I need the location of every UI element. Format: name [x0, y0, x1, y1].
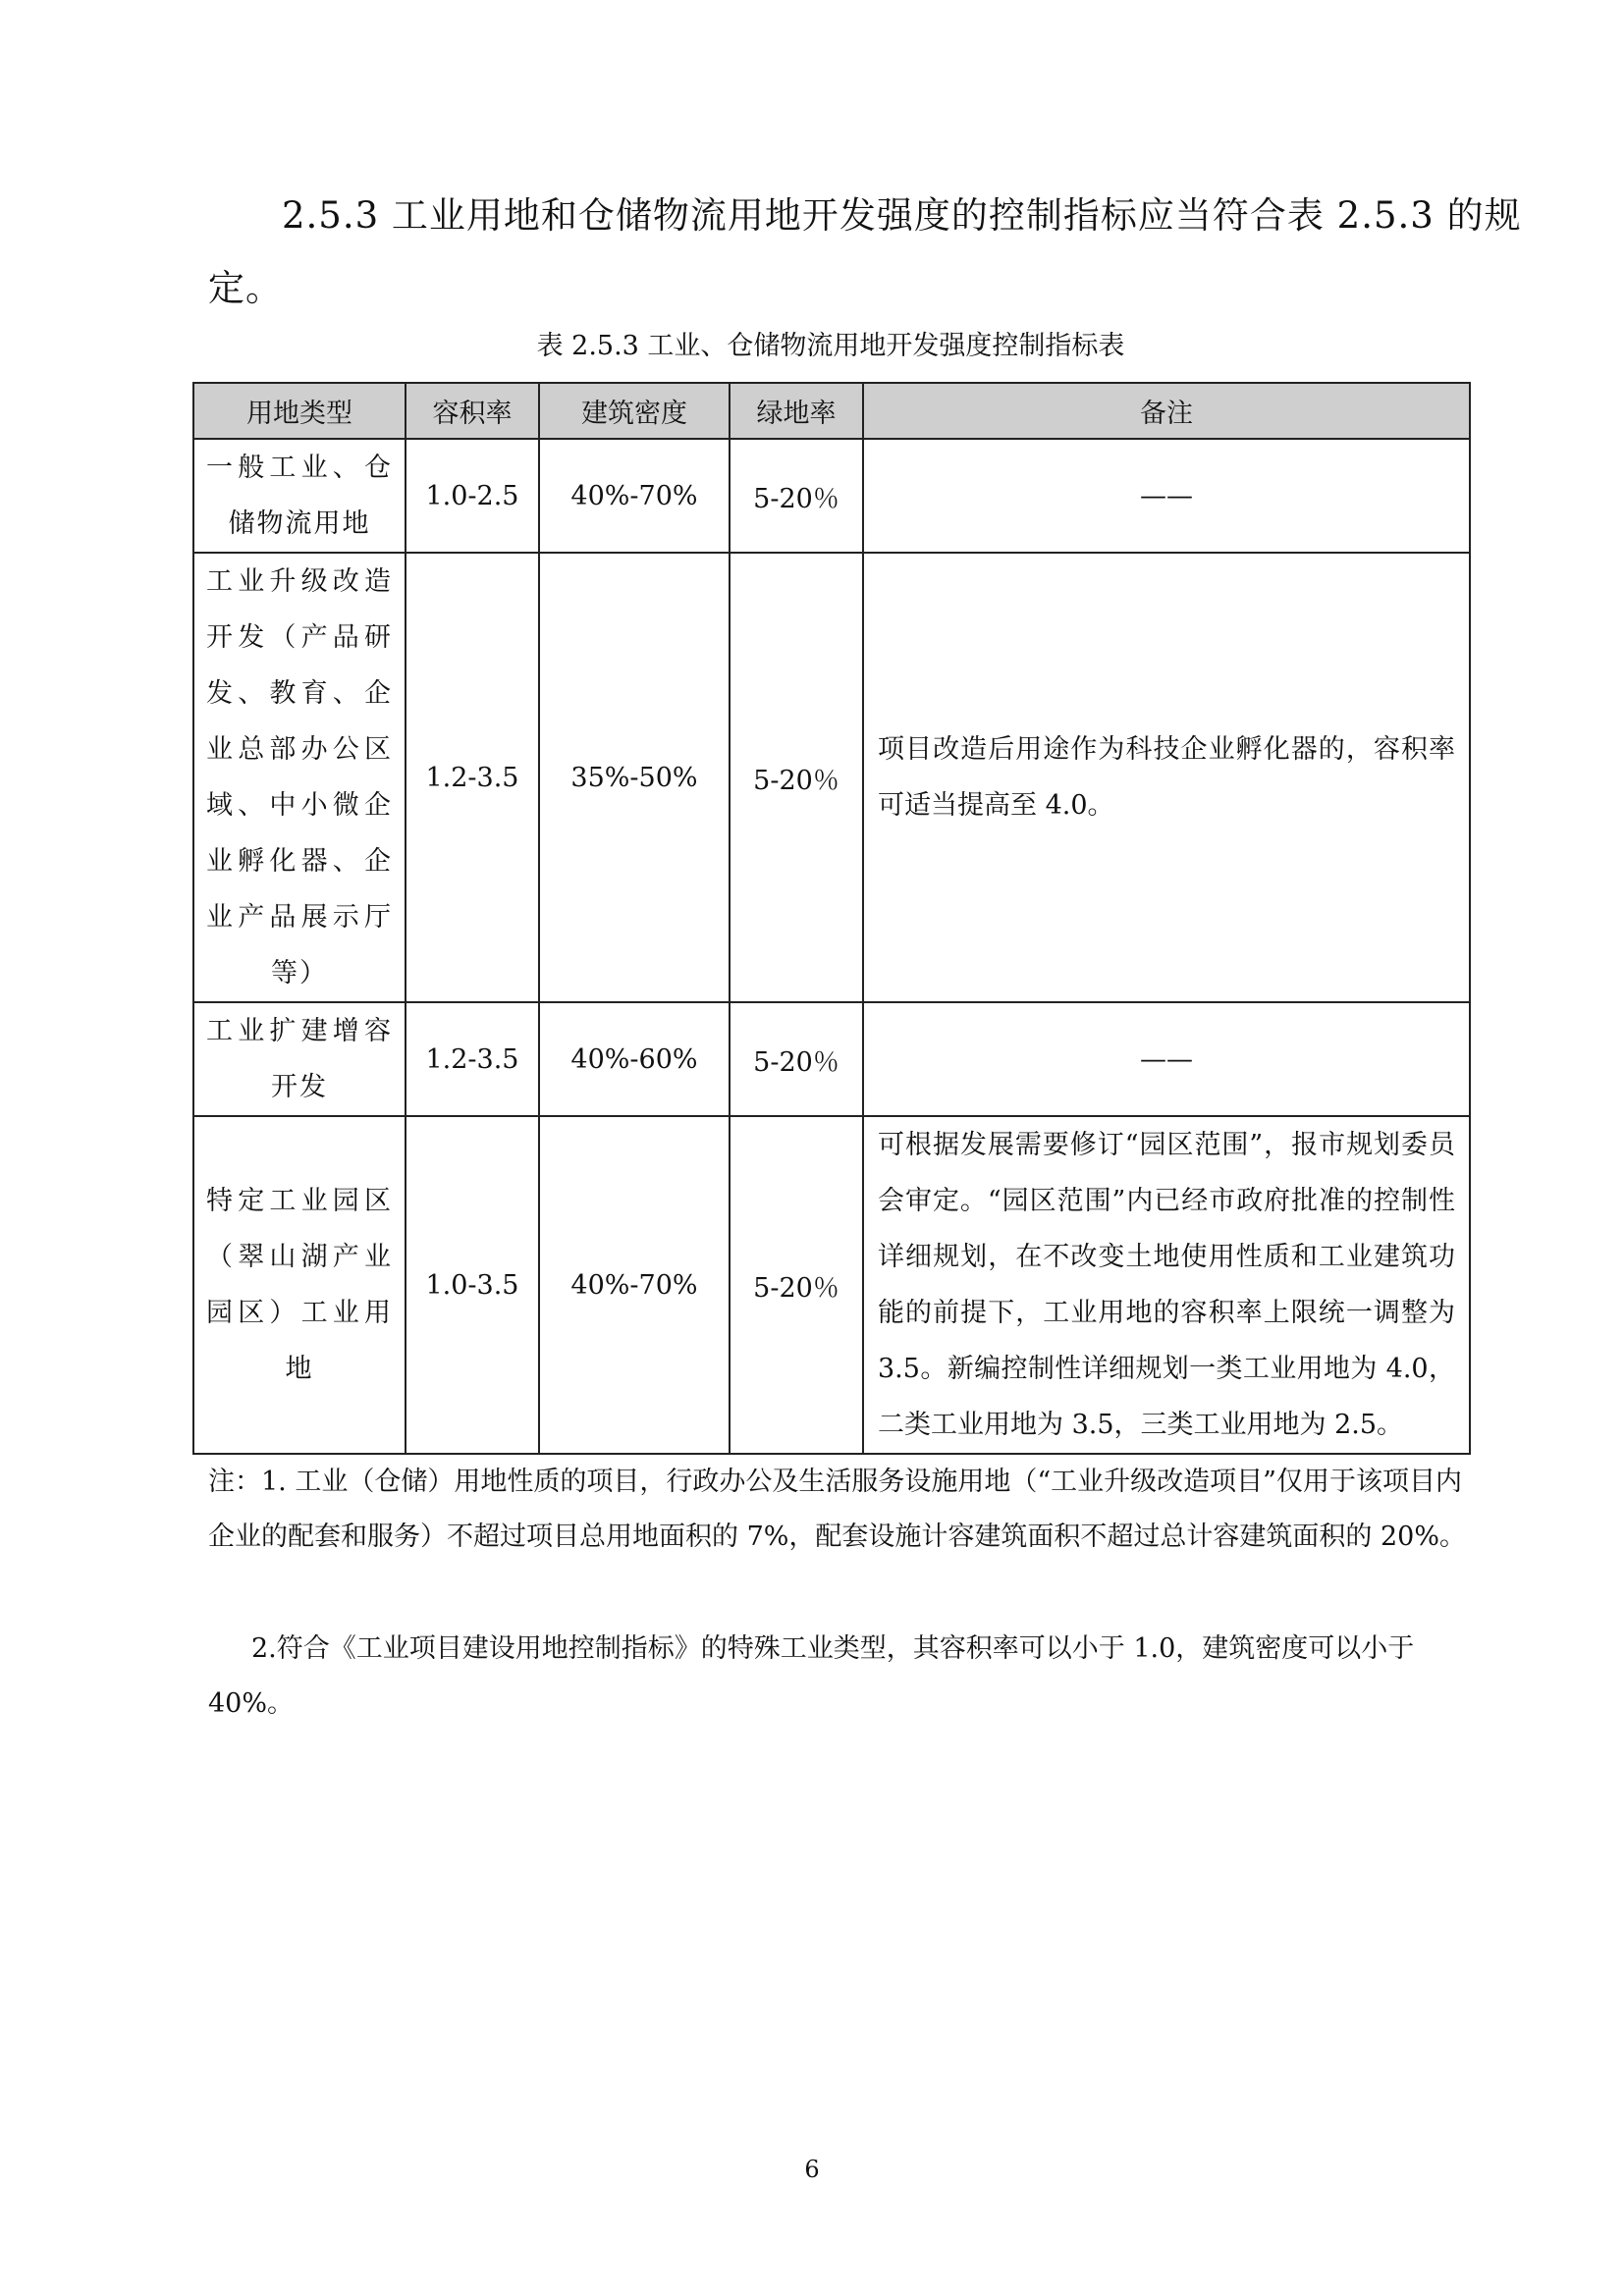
table-note-2: 2.符合《工业项目建设用地控制指标》的特殊工业类型，其容积率可以小于 1.0，建筑密度可以小于 40%。: [208, 1633, 1415, 1719]
cell-green-ratio: 5-20％: [730, 439, 863, 553]
clause-2-5-3: 2.5.3 工业用地和仓储物流用地开发强度的控制指标应当符合表 2.5.3 的规定。: [208, 194, 1522, 309]
cell-green-ratio: 5-20％: [730, 553, 863, 1002]
cell-remarks: 项目改造后用途作为科技企业孵化器的，容积率可适当提高至 4.0。: [863, 553, 1470, 1002]
cell-building-density: 35%-50%: [539, 553, 730, 1002]
table-row: [193, 553, 1470, 1002]
cell-building-density: 40%-70%: [539, 439, 730, 553]
header-remarks: 备注: [863, 383, 1470, 439]
cell-building-density: 40%-70%: [539, 1116, 730, 1454]
page-number: 6: [804, 2156, 820, 2183]
table-row: [193, 1116, 1470, 1454]
cell-remarks: ——: [863, 1002, 1470, 1116]
header-floor-area-ratio: 容积率: [406, 383, 539, 439]
cell-land-type: 工业扩建增容开发: [193, 1002, 406, 1116]
table-note-1: 注：1. 工业（仓储）用地性质的项目，行政办公及生活服务设施用地（“工业升级改造项目”仅用于该项目内企业的配套和服务）不超过项目总用地面积的 7%，配套设施计容建筑面积不超过总计容建筑面积的 20%。: [208, 1467, 1467, 1552]
table-header-row: [193, 383, 1470, 439]
cell-remarks: ——: [863, 439, 1470, 553]
cell-green-ratio: 5-20％: [730, 1002, 863, 1116]
control-indicator-table: [192, 382, 1471, 1455]
cell-building-density: 40%-60%: [539, 1002, 730, 1116]
header-land-type: 用地类型: [193, 383, 406, 439]
cell-floor-area-ratio: 1.2-3.5: [406, 1002, 539, 1116]
cell-land-type: 特定工业园区（翠山湖产业园区）工业用地: [193, 1116, 406, 1454]
cell-floor-area-ratio: 1.2-3.5: [406, 553, 539, 1002]
table-row: [193, 1002, 1470, 1116]
cell-land-type: 工业升级改造开发（产品研发、教育、企业总部办公区域、中小微企业孵化器、企业产品展示厅等）: [193, 553, 406, 1002]
cell-land-type: 一般工业、仓储物流用地: [193, 439, 406, 553]
header-building-density: 建筑密度: [539, 383, 730, 439]
cell-remarks: 可根据发展需要修订“园区范围”，报市规划委员会审定。“园区范围”内已经市政府批准的控制性详细规划，在不改变土地使用性质和工业建筑功能的前提下，工业用地的容积率上限统一调整为 3.5。新编控制性详细规划一类工业用地为 4.0，二类工业用地为 3.5，三类工业用地为 2.5。: [863, 1116, 1470, 1454]
table-caption: 表 2.5.3 工业、仓储物流用地开发强度控制指标表: [536, 331, 1125, 361]
header-green-ratio: 绿地率: [730, 383, 863, 439]
table-row: [193, 439, 1470, 553]
cell-green-ratio: 5-20％: [730, 1116, 863, 1454]
cell-floor-area-ratio: 1.0-2.5: [406, 439, 539, 553]
cell-floor-area-ratio: 1.0-3.5: [406, 1116, 539, 1454]
